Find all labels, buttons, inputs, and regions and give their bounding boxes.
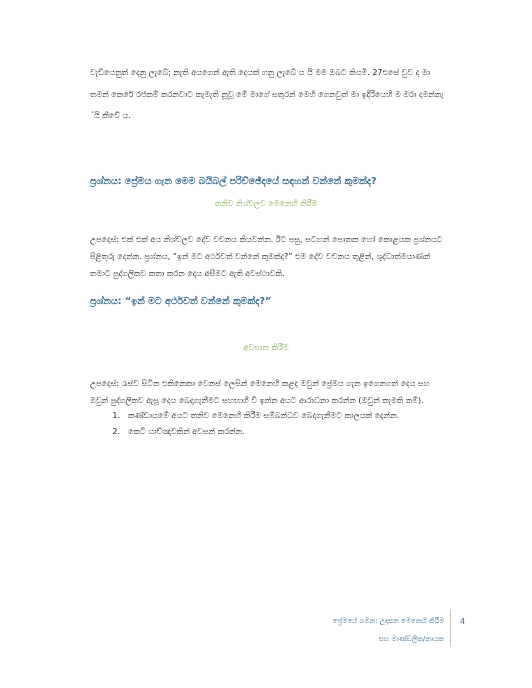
question-heading-2: ප්‍රශ්නය: “ඉන් මට අර්ථවත් වන්නේ කුමක්ද?” [90, 296, 272, 307]
list-item-number: 1. [112, 411, 120, 420]
intro-paragraph: වැඩියෙනුත් දෙනු ලැබේ; නැති අයගෙන් ඇති දෙයක් ගනු ලැබේ ය යි මම ඔබට කියමි. 27එසේ වුව ද මා තමන් කෙරේ රජකම් කරනවාට කැමැති නූවූ මේ මාගේ සතුරන් මෙහි ගෙනවුත් මා ඉදිරියෙහි ම මරා දමන්නැ´යි කීවේ ය. [90, 68, 444, 120]
question-heading-1: ප්‍රශ්නය: ප්‍රේමය ගැන මෙම බයිබල් පරිච්ඡේදයේ සඳහන් වන්නේ කුමක්ද? [90, 176, 377, 187]
closing-paragraph: උපදෙස්: රැස්ව සිටින එකිනෙකා වෙනස් ලෙසින් මෙනෙහි කළද ඔවුන් ප්‍රේමය ගැන ඉගෙනගත් දෙය සහ ඔවුන් පුද්ගලිකව ඇසූ දෙය බෙදාගැනීමට සහභාගී වී ඉන්න අයට ආරාධනා කරන්න (ඔවුන් කැමති නම්). [90, 379, 430, 405]
list-item-text: කණ්ඩායමේ අයට තනිව මෙනෙහි කිරීම සම්බන්ධව බෙදාගැනීමට කාලයක් දෙන්න. [128, 411, 400, 420]
footer-title: ප්‍රේමයේ ගමන: උදාසන මෙනෙහි කිරීම [332, 617, 444, 625]
page-number: 4 [460, 617, 466, 626]
list-item [90, 424, 460, 440]
footer-subtitle: සහ මාණ්ඩලික/නායක [378, 635, 444, 643]
list-item-number: 2. [112, 427, 120, 436]
subheading-meditation: තනිව නිශ්චලව මෙනෙහි කිරීම [214, 199, 318, 208]
list-item-text: කෙටි යාච්ඤාවකින් අවසන් කරන්න. [128, 427, 245, 436]
footer-divider [450, 609, 451, 647]
subheading-closing: අවසාන කිරීම [243, 343, 289, 352]
advice-paragraph: උපදෙස්: එක් එක් අය නිශ්චලව දේව වචනය කියවන්න. ඊට පසු, සටහන් පොතක හෝ කොළයක ප්‍රශ්නයට පිළිතුරු දෙන්න. ප්‍රශ්නය, “ඉන් මට අර්ථවත් වන්නේ කුමක්ද?” එම දේව වචනය තුළින්, ශුද්ධාත්මයාණන් තමාට පුද්ගලිකව කතා කරන දෙය අසීමට ඇති අවස්ථාවකි. [90, 235, 443, 278]
list-item [90, 408, 460, 424]
closing-steps-list [90, 408, 460, 440]
